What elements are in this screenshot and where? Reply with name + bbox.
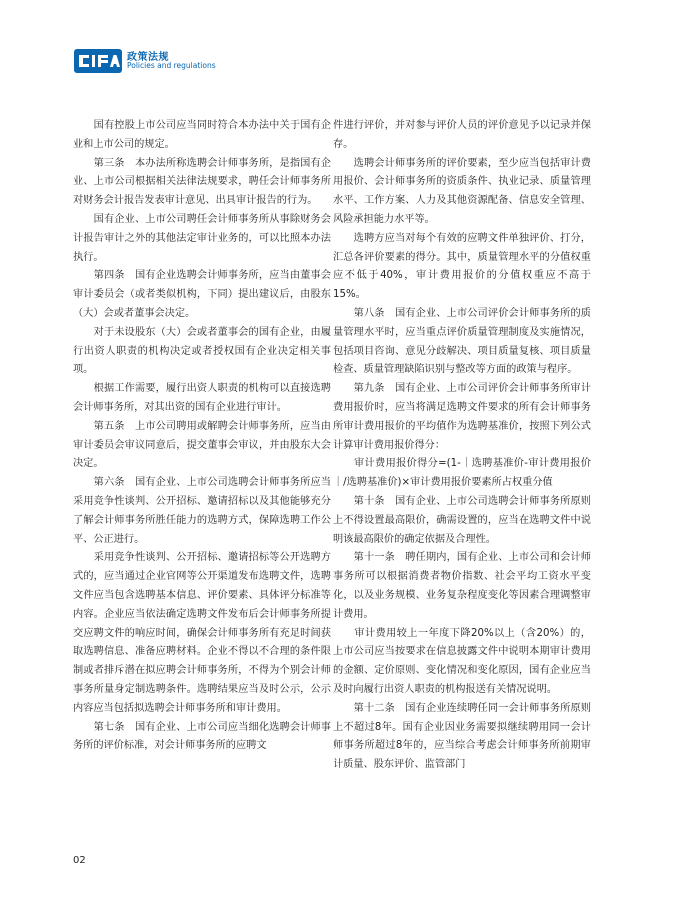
paragraph: 国有企业、上市公司聘任会计师事务所从事除财务会计报告审计之外的其他法定审计业务的，可以比照本办法执行。: [73, 213, 331, 263]
paragraph: 国有控股上市公司应当同时符合本办法中关于国有企业和上市公司的规定。: [73, 120, 331, 150]
cicpa-logo-icon: [74, 49, 122, 73]
paragraph: 根据工作需要，履行出资人职责的机构可以直接选聘会计师事务所，对其出资的国有企业进行审计。: [73, 383, 331, 413]
page-number: 02: [73, 855, 86, 866]
paragraph: 第五条 上市公司聘用或解聘会计师事务所，应当由审计委员会审议同意后，提交董事会审议，并由股东大会决定。: [73, 420, 331, 470]
paragraph: 第六条 国有企业、上市公司选聘会计师事务所应当采用竞争性谈判、公开招标、邀请招标以及其他能够充分了解会计师事务所胜任能力的选聘方式，保障选聘工作公平、公正进行。: [73, 477, 331, 545]
paragraph: 对于未设股东（大）会或者董事会的国有企业，由履行出资人职责的机构决定或者授权国有企业决定相关事项。: [73, 326, 331, 376]
section-title-cn: 政策法规: [127, 52, 169, 63]
page-header: [58, 46, 298, 78]
paragraph: 第十一条 聘任期内，国有企业、上市公司和会计师事务所可以根据消费者物价指数、社会平均工资水平变化，以及业务规模、业务复杂程度变化等因素合理调整审计费用。: [333, 552, 591, 620]
paragraph: 第三条 本办法所称选聘会计师事务所，是指国有企业、上市公司根据相关法律法规要求，聘任会计师事务所对财务会计报告发表审计意见、出具审计报告的行为。: [73, 157, 331, 207]
paragraph: 第十条 国有企业、上市公司选聘会计师事务所原则上不得设置最高限价，确需设置的，应当在选聘文件中说明该最高限价的确定依据及合理性。: [333, 495, 591, 545]
paragraph: 第十二条 国有企业连续聘任同一会计师事务所原则上不超过8年。国有企业因业务需要拟继续聘用同一会计师事务所超过8年的，应当综合考虑会计师事务所前期审计质量、股东评价、监管部门: [333, 702, 591, 771]
paragraph: 第七条 国有企业、上市公司应当细化选聘会计师事务所的评价标准，对会计师事务所的应聘文: [73, 721, 331, 752]
paragraph: 选聘会计师事务所的评价要素，至少应当包括审计费用报价、会计师事务所的资质条件、执业记录、质量管理水平、工作方案、人力及其他资源配备、信息安全管理、风险承担能力水平等。: [333, 157, 591, 225]
paragraph: 件进行评价，并对参与评价人员的评价意见予以记录并保存。: [333, 120, 591, 150]
paragraph: 审计费用报价得分=(1-｜选聘基准价-审计费用报价｜/选聘基准价)×审计费用报价要素所占权重分值: [333, 458, 591, 489]
paragraph: 第八条 国有企业、上市公司评价会计师事务所的质量管理水平时，应当重点评价质量管理制度及实施情况，包括项目咨询、意见分歧解决、项目质量复核、项目质量检查、质量管理缺陷识别与整改等方面的政策与程序。: [333, 307, 591, 376]
paragraph: 审计费用较上一年度下降20%以上（含20%）的，上市公司应当按要求在信息披露文件中说明本期审计费用的金额、定价原则、变化情况和变化原因，国有企业应当及时向履行出资人职责的机构报送有关情况说明。: [333, 627, 591, 695]
left-text-column: [73, 117, 331, 756]
right-text-column: [333, 117, 591, 775]
paragraph: 第四条 国有企业选聘会计师事务所，应当由董事会审计委员会（或者类似机构，下同）提出建议后，由股东（大）会或者董事会决定。: [73, 270, 331, 319]
section-title-en: Policies and regulations: [127, 61, 216, 70]
paragraph: 采用竞争性谈判、公开招标、邀请招标等公开选聘方式的，应当通过企业官网等公开渠道发布选聘文件，选聘文件应当包含选聘基本信息、评价要素、具体评分标准等内容。企业应当依法确定选聘文件发布后会计师事务所提交应聘文件的响应时间，确保会计师事务所有充足时间获取选聘信息、准备应聘材料。企业不得以不合理的条件限制或者排斥潜在拟应聘会计师事务所，不得为个别会计师事务所量身定制选聘条件。选聘结果应当及时公示，公示内容应当包括拟选聘会计师事务所和审计费用。: [73, 552, 331, 714]
paragraph: 选聘方应当对每个有效的应聘文件单独评价、打分，汇总各评价要素的得分。其中，质量管理水平的分值权重应不低于40%，审计费用报价的分值权重应不高于15%。: [333, 232, 591, 301]
paragraph: 第九条 国有企业、上市公司评价会计师事务所审计费用报价时，应当将满足选聘文件要求的所有会计师事务所审计费用报价的平均值作为选聘基准价，按照下列公式计算审计费用报价得分：: [333, 383, 591, 451]
